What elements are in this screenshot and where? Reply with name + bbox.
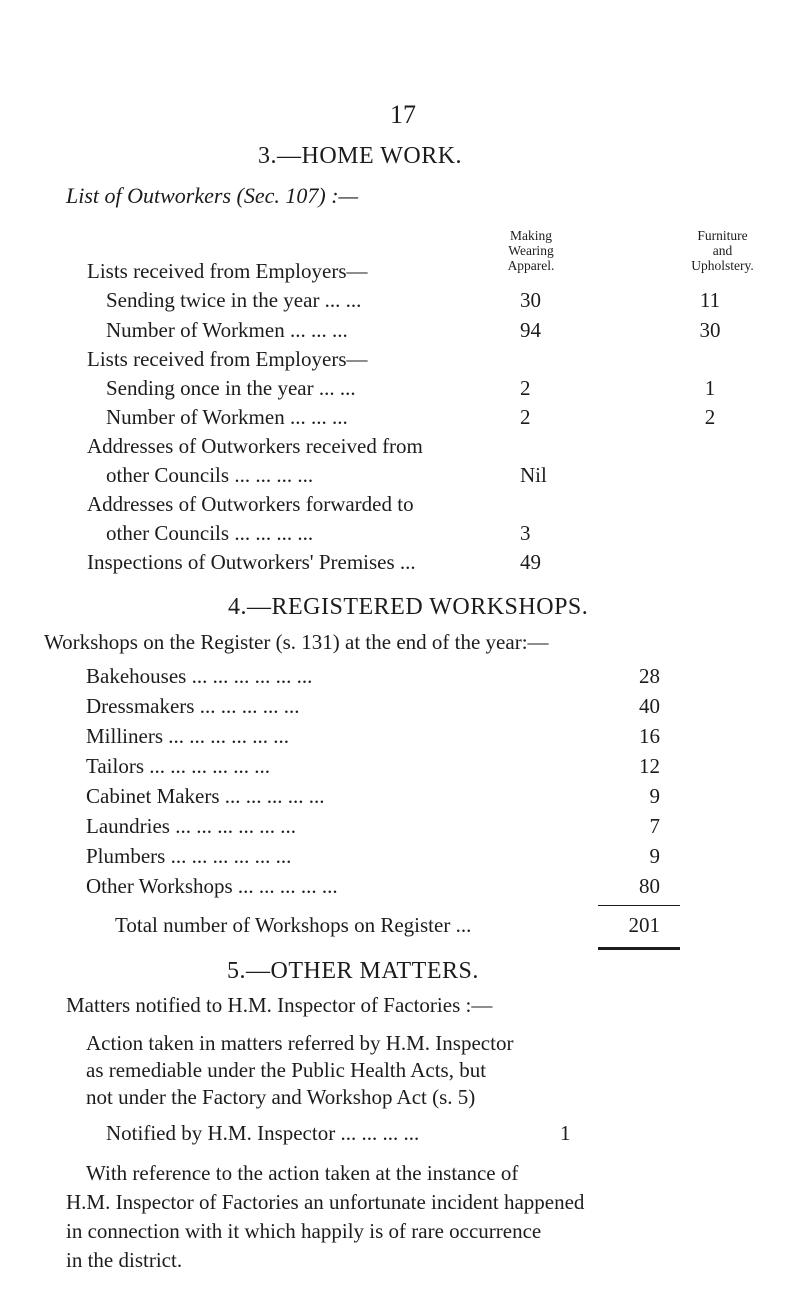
subtotal-rule [598,905,680,906]
forwarded-value: 3 [520,521,531,545]
action-line: as remediable under the Public Health Acts, but [86,1058,487,1082]
row-value-making: 94 [520,318,541,342]
row-label: Number of Workmen ... ... ... [106,405,348,429]
workshop-value: 28 [639,664,660,688]
col-making-line: Wearing [508,243,554,258]
workshops-heading: 4.—REGISTERED WORKSHOPS. [228,594,589,620]
column-header-making-wearing-apparel [486,228,576,273]
forwarded-line: Addresses of Outworkers forwarded to [87,492,414,516]
row-value-making: 30 [520,288,541,312]
paragraph-line: in connection with it which happily is of rare occurrence [66,1219,542,1243]
paragraph-line: H.M. Inspector of Factories an unfortunate incident happened [66,1190,585,1214]
received-line: Addresses of Outworkers received from [87,434,423,458]
workshop-value: 80 [639,874,660,898]
workshop-value: 12 [639,754,660,778]
workshop-label: Bakehouses ... ... ... ... ... ... [86,664,313,688]
total-label: Total number of Workshops on Register ... [115,913,472,937]
workshop-label: Milliners ... ... ... ... ... ... [86,724,289,748]
col-making-line: Making [510,228,552,243]
home-work-heading: 3.—HOME WORK. [258,143,463,169]
col-furniture-line: Upholstery. [691,258,754,273]
row-label: Number of Workmen ... ... ... [106,318,348,342]
workshop-label: Dressmakers ... ... ... ... ... [86,694,300,718]
notified-value: 1 [560,1121,571,1145]
row-value-furniture: 2 [704,405,716,429]
workshop-label: Tailors ... ... ... ... ... ... [86,754,271,778]
action-line: not under the Factory and Workshop Act (s. 5) [86,1085,476,1109]
row-value-making: 2 [520,405,531,429]
matters-line: Matters notified to H.M. Inspector of Factories :— [66,993,493,1017]
outworkers-subtitle: List of Outworkers (Sec. 107) :— [66,183,359,208]
workshop-value: 7 [649,814,660,838]
workshop-label: Cabinet Makers ... ... ... ... ... [86,784,325,808]
inspections-value: 49 [520,550,541,574]
col-furniture-line: Furniture [697,228,748,243]
workshop-label: Other Workshops ... ... ... ... ... [86,874,338,898]
col-furniture-line: and [712,243,733,258]
notified-label: Notified by H.M. Inspector ... ... ... ... [106,1121,420,1145]
workshop-value: 9 [649,784,660,808]
total-double-rule [598,947,680,950]
workshop-label: Plumbers ... ... ... ... ... ... [86,844,292,868]
row-value-furniture: 11 [699,288,721,312]
page-number: 17 [390,100,416,129]
other-matters-heading: 5.—OTHER MATTERS. [227,958,479,984]
total-value: 201 [628,913,660,937]
group2-heading: Lists received from Employers— [87,347,368,371]
workshop-value: 9 [649,844,660,868]
row-value-furniture: 1 [704,376,716,400]
paragraph-line: With reference to the action taken at the instance of [86,1161,519,1185]
paragraph-line: in the district. [66,1248,183,1272]
action-line: Action taken in matters referred by H.M. Inspector [86,1031,514,1055]
row-value-making: 2 [520,376,531,400]
col-making-line: Apparel. [507,258,555,273]
row-label: Sending once in the year ... ... [106,376,356,400]
inspections-label: Inspections of Outworkers' Premises ... [87,550,416,574]
received-line: other Councils ... ... ... ... [106,463,314,487]
workshop-label: Laundries ... ... ... ... ... ... [86,814,296,838]
received-value: Nil [520,463,547,487]
row-value-furniture: 30 [699,318,721,342]
workshops-intro: Workshops on the Register (s. 131) at the end of the year:— [44,630,549,654]
forwarded-line: other Councils ... ... ... ... [106,521,314,545]
workshop-value: 40 [639,694,660,718]
row-label: Sending twice in the year ... ... [106,288,362,312]
workshop-value: 16 [639,724,660,748]
column-header-furniture-upholstery [670,228,775,273]
group1-heading: Lists received from Employers— [87,259,368,283]
